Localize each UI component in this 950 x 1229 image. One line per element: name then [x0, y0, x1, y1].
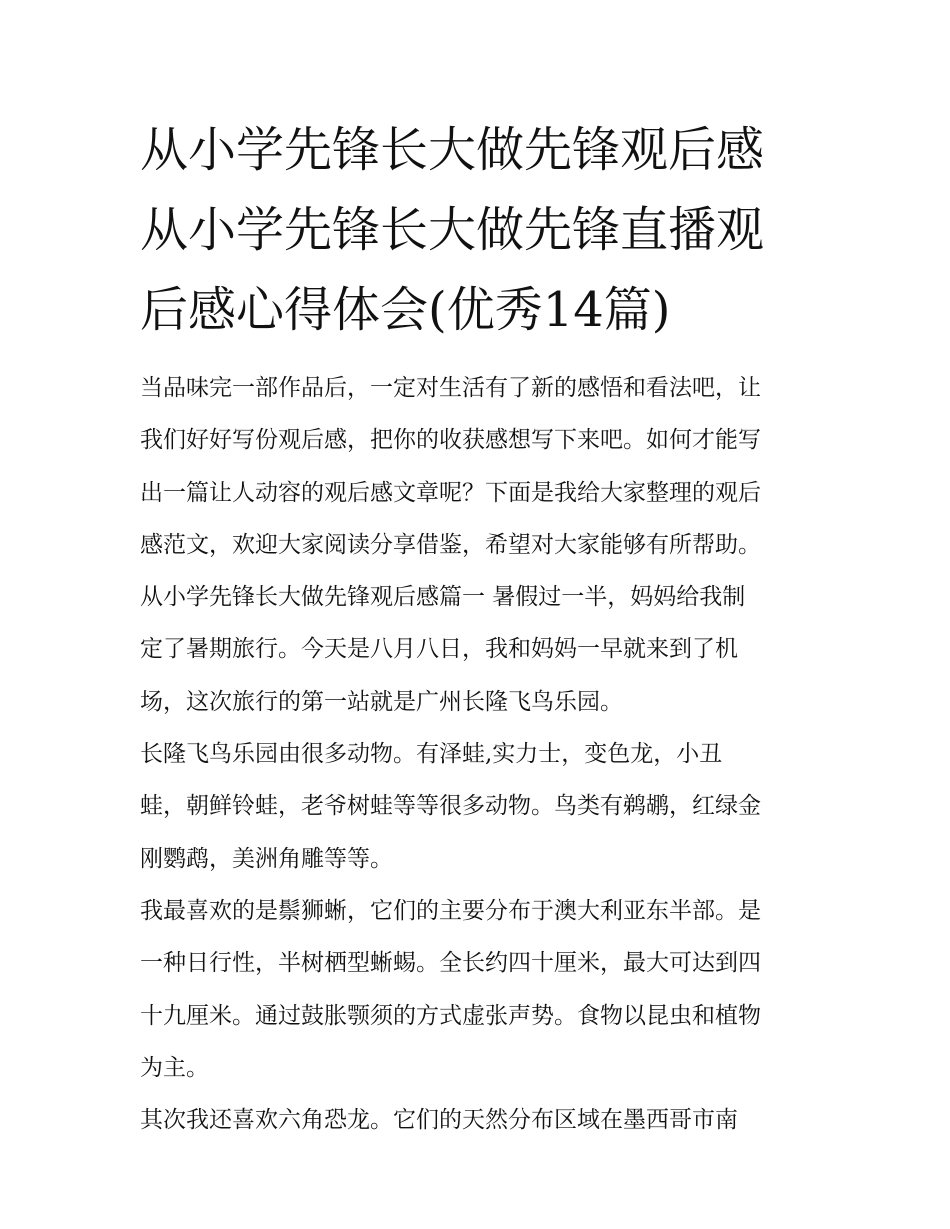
text-line: 一种日行性，半树栖型蜥蜴。全长约四十厘米，最大可达到四 [140, 950, 761, 977]
text-line: 场，这次旅行的第一站就是广州长隆飞鸟乐园。 [140, 688, 623, 715]
text-line: 出一篇让人动容的观后感文章呢？下面是我给大家整理的观后 [140, 479, 761, 506]
text-line: 当品味完一部作品后，一定对生活有了新的感悟和看法吧，让 [140, 375, 761, 401]
text-line: 刚鹦鹉，美洲角雕等等。 [140, 845, 393, 872]
paragraph-bearded-dragon [140, 885, 820, 1094]
text-line: 我们好好写份观后感，把你的收获感想写下来吧。如何才能写 [140, 427, 761, 454]
text-line: 为主。 [140, 1054, 209, 1081]
document-body [140, 362, 820, 1146]
text-line: 从小学先锋长大做先锋观后感篇一 暑假过一半，妈妈给我制 [140, 584, 746, 611]
paragraph-axolotl [140, 1094, 820, 1146]
text-line: 蛙，朝鲜铃蛙，老爷树蛙等等很多动物。鸟类有鹈鹕，红绿金 [140, 793, 761, 820]
document-title [140, 110, 820, 350]
text-line: 我最喜欢的是鬃狮蜥，它们的主要分布于澳大利亚东半部。是 [140, 897, 761, 924]
text-line: 感范文，欢迎大家阅读分享借鉴，希望对大家能够有所帮助。 [140, 531, 761, 558]
title-line: 后感心得体会(优秀14篇) [140, 282, 671, 338]
text-line: 其次我还喜欢六角恐龙。它们的天然分布区域在墨西哥市南 [140, 1107, 738, 1134]
paragraph-animals [140, 728, 820, 885]
paragraph-essay-one-start [140, 571, 820, 728]
text-line: 十九厘米。通过鼓胀颚须的方式虚张声势。食物以昆虫和植物 [140, 1002, 761, 1029]
title-line: 从小学先锋长大做先锋直播观 [140, 202, 765, 258]
paragraph-intro [140, 362, 820, 571]
title-line: 从小学先锋长大做先锋观后感 [140, 122, 765, 178]
document-page [140, 110, 820, 1146]
text-line: 长隆飞鸟乐园由很多动物。有泽蛙,实力士，变色龙，小丑 [140, 741, 723, 768]
text-line: 定了暑期旅行。今天是八月八日，我和妈妈一早就来到了机 [140, 636, 738, 663]
